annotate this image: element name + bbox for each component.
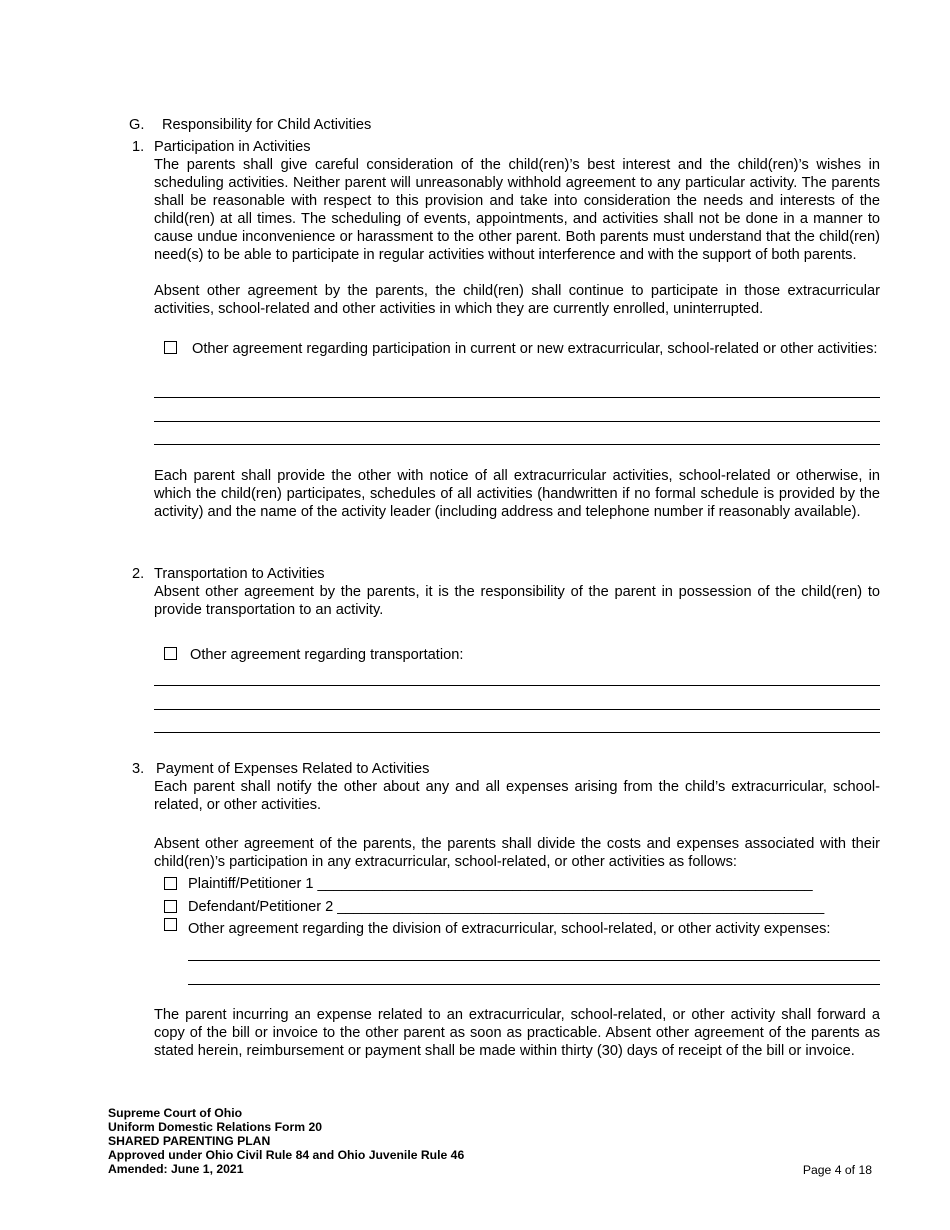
item2-heading: Transportation to Activities <box>154 566 325 582</box>
item3-paragraph-3: The parent incurring an expense related to an extracurricular, school-related, or other activity shall forward a copy of the bill or invoice to the other parent as soon as practicable. Absent other agreement of the parents as stated herein, reimbursement or payment shall be made within thirty (30) days of receipt of the bill or invoice. <box>154 1007 880 1059</box>
expense-answer-line-2[interactable] <box>188 984 880 985</box>
item1-number: 1. <box>132 139 145 155</box>
participation-answer-line-2[interactable] <box>154 421 880 422</box>
defendant-option: Defendant/Petitioner 2 ____________________________________________________________ <box>188 899 825 915</box>
item3-paragraph-2: Absent other agreement of the parents, the parents shall divide the costs and expenses associated with their child(ren)’s participation in any extracurricular, school-related, or other activities as follows: <box>154 836 880 870</box>
plaintiff-checkbox[interactable] <box>164 877 177 890</box>
item2-number: 2. <box>132 566 145 582</box>
expense-other-label: Other agreement regarding the division of extracurricular, school-related, or other activity expenses: <box>188 921 831 937</box>
transportation-answer-line-2[interactable] <box>154 709 880 710</box>
transportation-other-checkbox[interactable] <box>164 647 177 660</box>
item1-notice-paragraph: Each parent shall provide the other with notice of all extracurricular activities, school-related or otherwise, in which the child(ren) participates, schedules of all activities (handwritten if no formal schedule is provided by the activity) and the name of the activity leader (including address and telephone number if reasonably available). <box>154 468 880 520</box>
defendant-checkbox[interactable] <box>164 900 177 913</box>
expense-other-checkbox[interactable] <box>164 918 177 931</box>
footer-amended: Amended: June 1, 2021 <box>108 1162 244 1176</box>
item1-paragraph-1: The parents shall give careful consideration of the child(ren)’s best interest and the child(ren)’s wishes in scheduling activities. Neither parent will unreasonably withhold agreement to any particular activity. The parents shall be reasonable with respect to this provision and take into consideration the needs and interests of the child(ren) at all times. The scheduling of events, appointments, and activities shall not be done in a manner to cause undue inconvenience or harassment to the other parent. Both parents must understand that the child(ren) need(s) to be able to participate in regular activities without interference and with the support of both parents. <box>154 157 880 263</box>
footer-plan-title: SHARED PARENTING PLAN <box>108 1134 271 1148</box>
item3-paragraph-1: Each parent shall notify the other about any and all expenses arising from the child’s extracurricular, school-related, or other activities. <box>154 779 880 813</box>
footer-form: Uniform Domestic Relations Form 20 <box>108 1120 323 1134</box>
participation-other-label: Other agreement regarding participation in current or new extracurricular, school-related or other activities: <box>192 341 878 357</box>
item2-paragraph: Absent other agreement by the parents, it is the responsibility of the parent in possession of the child(ren) to provide transportation to an activity. <box>154 584 880 618</box>
participation-answer-line-3[interactable] <box>154 444 880 445</box>
transportation-other-label: Other agreement regarding transportation: <box>190 647 464 663</box>
item3-number: 3. <box>132 761 145 777</box>
section-letter: G. <box>129 117 145 133</box>
footer-rules: Approved under Ohio Civil Rule 84 and Ohio Juvenile Rule 46 <box>108 1148 465 1162</box>
transportation-answer-line-1[interactable] <box>154 685 880 686</box>
transportation-answer-line-3[interactable] <box>154 732 880 733</box>
page-number: Page 4 of 18 <box>802 1163 872 1177</box>
plaintiff-option: Plaintiff/Petitioner 1 _____________________________________________________________ <box>188 876 813 892</box>
participation-answer-line-1[interactable] <box>154 397 880 398</box>
item1-paragraph-2: Absent other agreement by the parents, the child(ren) shall continue to participate in those extracurricular activities, school-related and other activities in which they are currently enrolled, uninterrupted. <box>154 283 880 317</box>
footer-court: Supreme Court of Ohio <box>108 1106 243 1120</box>
item1-heading: Participation in Activities <box>154 139 311 155</box>
section-title: Responsibility for Child Activities <box>162 117 372 133</box>
participation-other-checkbox[interactable] <box>164 341 177 354</box>
item3-heading: Payment of Expenses Related to Activities <box>156 761 430 777</box>
expense-answer-line-1[interactable] <box>188 960 880 961</box>
